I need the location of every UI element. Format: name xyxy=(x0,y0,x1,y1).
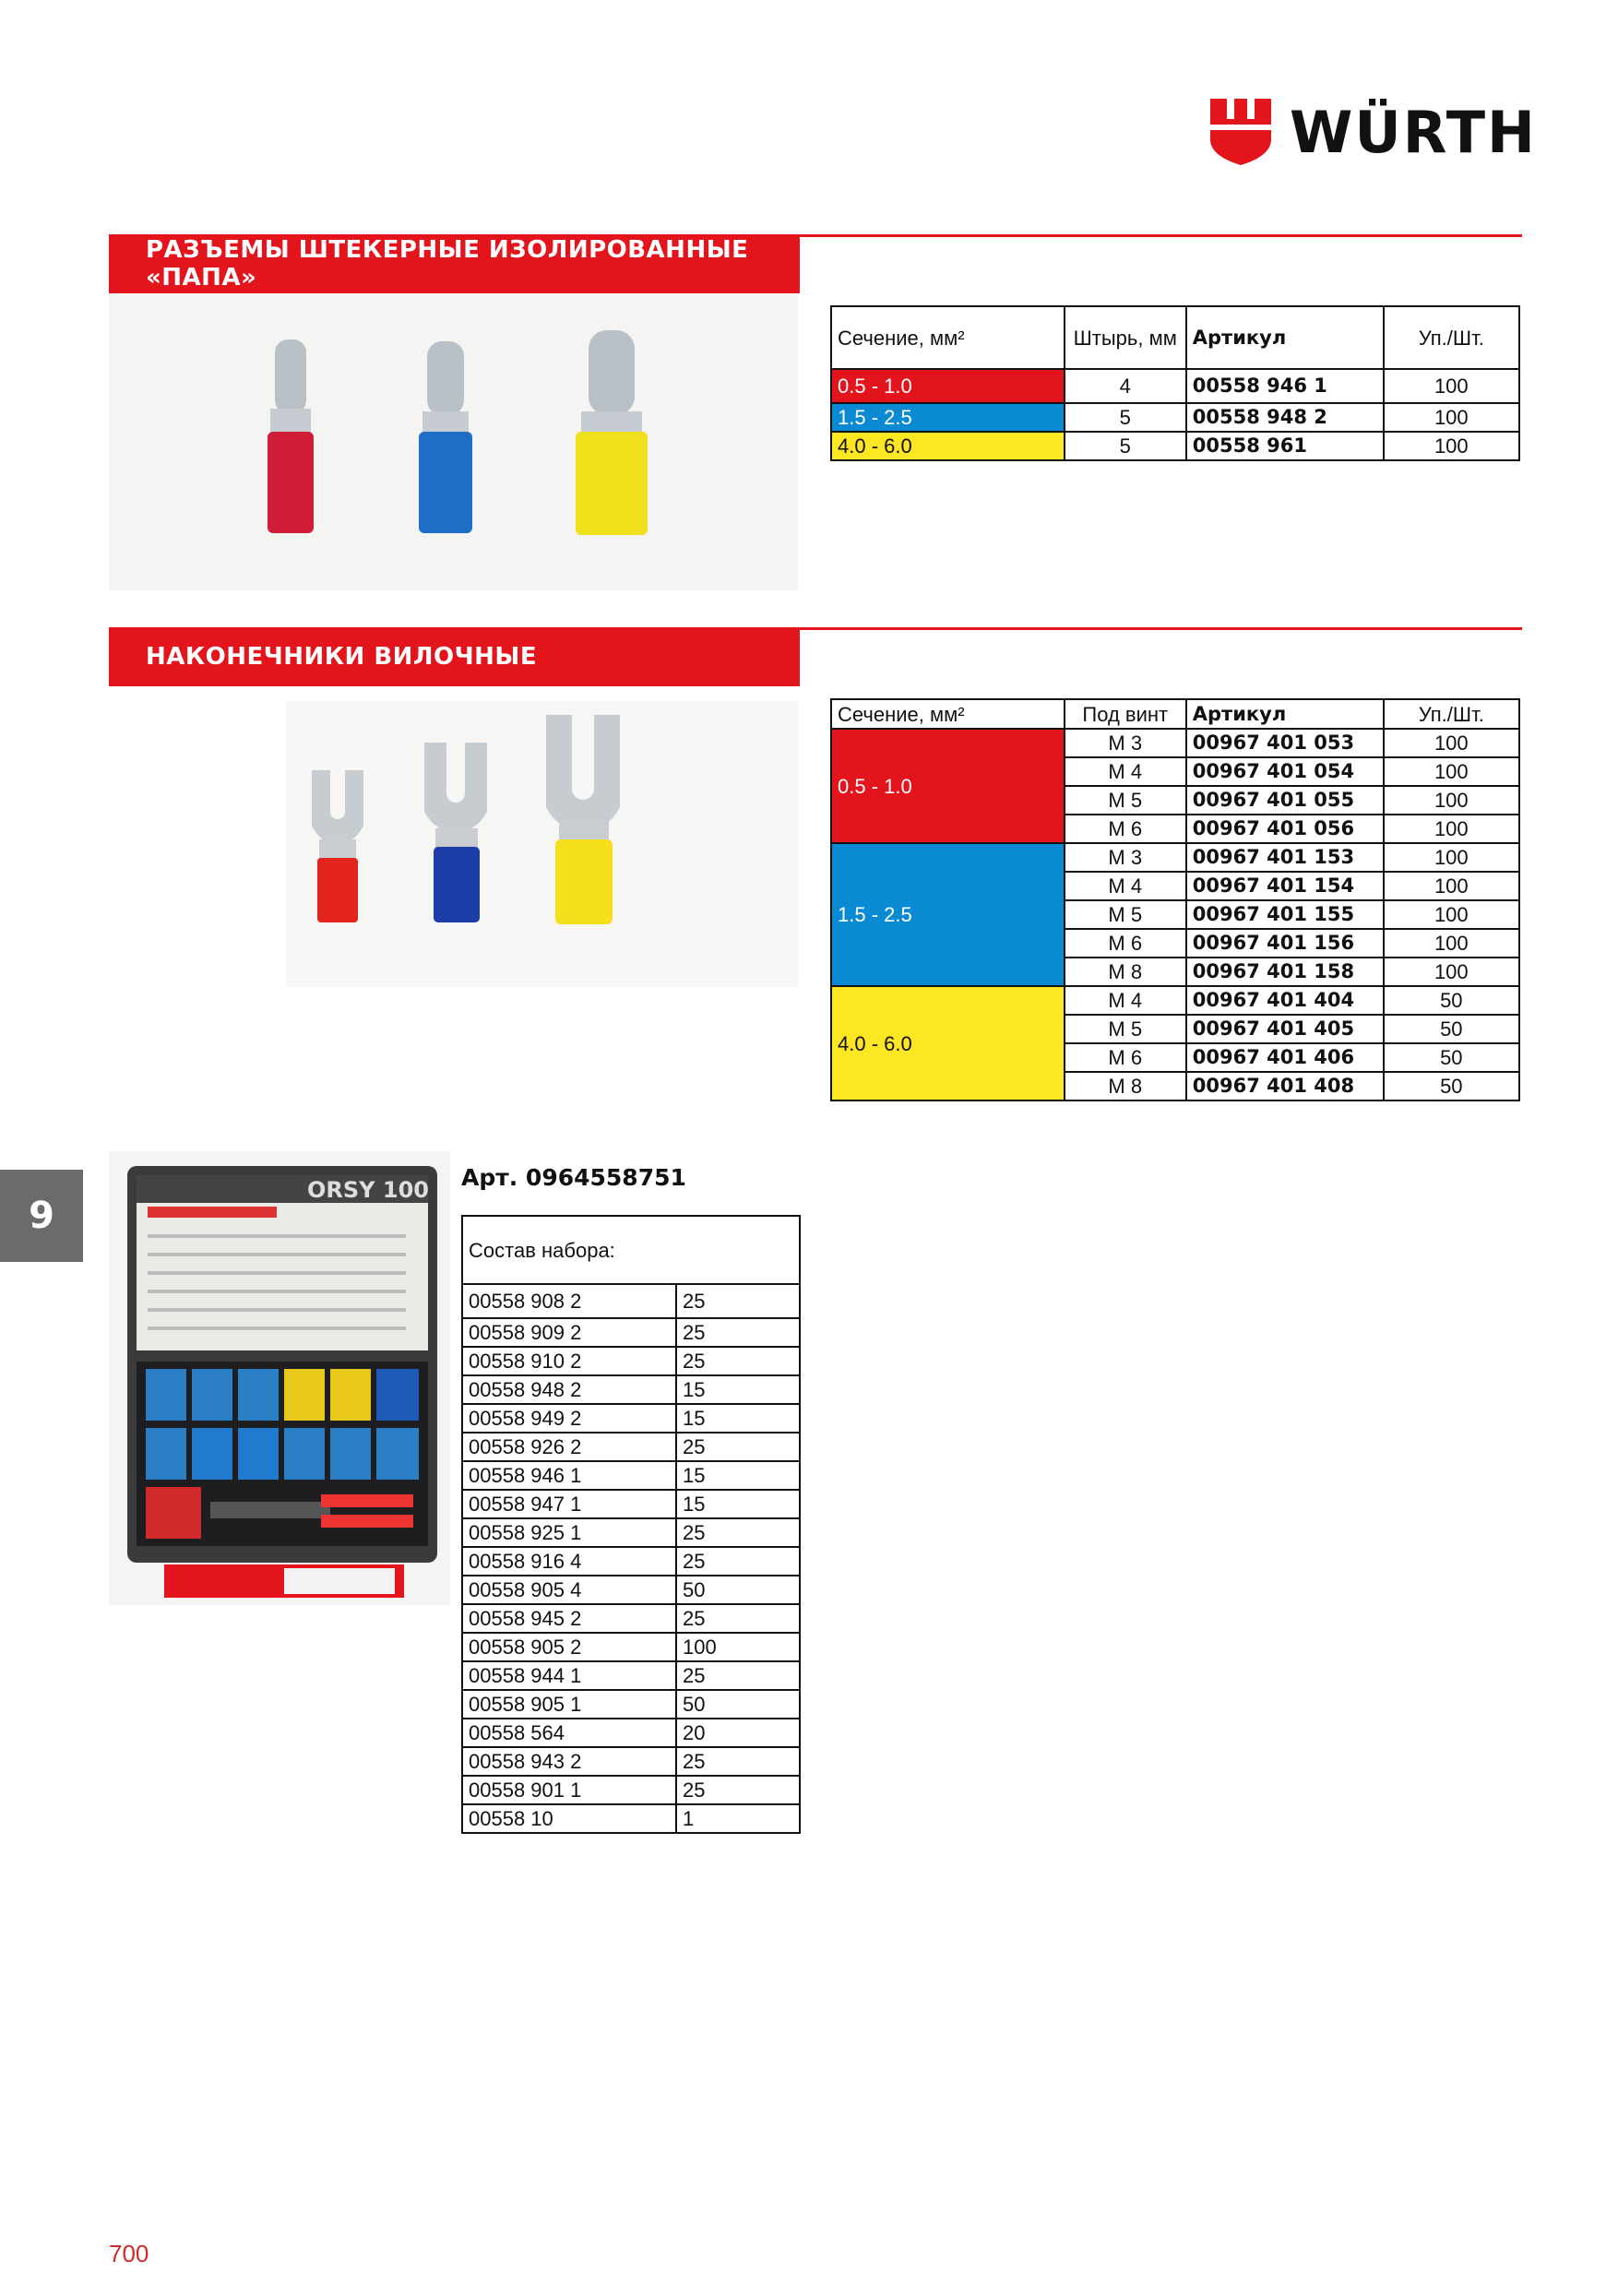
table-row xyxy=(462,1490,800,1518)
male-connectors-photo xyxy=(109,293,798,590)
screw-cell: M 6 xyxy=(1065,929,1186,958)
table-row xyxy=(462,1318,800,1347)
kit-qty-cell: 25 xyxy=(676,1547,800,1576)
kit-qty-cell: 15 xyxy=(676,1490,800,1518)
section-cell: 0.5 - 1.0 xyxy=(831,369,1065,403)
article-cell: 00967 401 406 xyxy=(1186,1043,1384,1072)
table-row xyxy=(462,1518,800,1547)
wurth-logo-icon xyxy=(1210,99,1271,165)
kit-qty-cell: 20 xyxy=(676,1719,800,1747)
table-header-row xyxy=(831,699,1519,729)
kit-article-cell: 00558 905 4 xyxy=(462,1576,676,1604)
page-number: 700 xyxy=(109,2240,149,2267)
kit-article-cell: 00558 910 2 xyxy=(462,1347,676,1375)
screw-cell: M 5 xyxy=(1065,1015,1186,1043)
table-header-row xyxy=(831,306,1519,369)
kit-composition-table xyxy=(461,1215,801,1834)
article-cell: 00967 401 154 xyxy=(1186,872,1384,900)
table-row xyxy=(831,432,1519,460)
kit-article-cell: 00558 948 2 xyxy=(462,1375,676,1404)
pack-cell: 100 xyxy=(1384,729,1519,757)
section-cell: 0.5 - 1.0 xyxy=(831,729,1065,843)
table-row xyxy=(462,1547,800,1576)
kit-article-cell: 00558 946 1 xyxy=(462,1461,676,1490)
table-row xyxy=(462,1576,800,1604)
table-row xyxy=(462,1284,800,1318)
table-row xyxy=(462,1776,800,1804)
pin-cell: 5 xyxy=(1065,403,1186,432)
kit-qty-cell: 1 xyxy=(676,1804,800,1833)
header-article: Артикул xyxy=(1186,306,1384,369)
section2-rule xyxy=(798,627,1522,630)
kit-article-cell: 00558 901 1 xyxy=(462,1776,676,1804)
screw-cell: M 8 xyxy=(1065,958,1186,986)
section-cell: 1.5 - 2.5 xyxy=(831,403,1065,432)
section-cell: 4.0 - 6.0 xyxy=(831,986,1065,1100)
table-row xyxy=(462,1633,800,1661)
article-cell: 00558 946 1 xyxy=(1186,369,1384,403)
pin-cell: 5 xyxy=(1065,432,1186,460)
article-cell: 00558 961 xyxy=(1186,432,1384,460)
kit-qty-cell: 25 xyxy=(676,1776,800,1804)
pack-cell: 100 xyxy=(1384,369,1519,403)
section1-rule xyxy=(798,234,1522,237)
article-cell: 00967 401 408 xyxy=(1186,1072,1384,1100)
table-row xyxy=(831,986,1519,1015)
table-row xyxy=(462,1404,800,1433)
section2-title: НАКОНЕЧНИКИ ВИЛОЧНЫЕ xyxy=(109,627,800,686)
pack-cell: 100 xyxy=(1384,815,1519,843)
header-section: Сечение, мм² xyxy=(831,306,1065,369)
article-cell: 00967 401 055 xyxy=(1186,786,1384,815)
fork-terminals-table xyxy=(830,698,1520,1101)
kit-article: Арт. 0964558751 xyxy=(461,1164,686,1191)
fork-terminals-photo xyxy=(286,701,798,987)
article-cell: 00967 401 155 xyxy=(1186,900,1384,929)
header-section: Сечение, мм² xyxy=(831,699,1065,729)
pack-cell: 100 xyxy=(1384,872,1519,900)
kit-header-row xyxy=(462,1216,800,1284)
kit-qty-cell: 25 xyxy=(676,1518,800,1547)
table-row xyxy=(831,729,1519,757)
kit-article-cell: 00558 909 2 xyxy=(462,1318,676,1347)
screw-cell: M 5 xyxy=(1065,786,1186,815)
kit-qty-cell: 25 xyxy=(676,1318,800,1347)
pack-cell: 100 xyxy=(1384,757,1519,786)
kit-article-cell: 00558 944 1 xyxy=(462,1661,676,1690)
kit-article-cell: 00558 908 2 xyxy=(462,1284,676,1318)
pack-cell: 100 xyxy=(1384,432,1519,460)
article-cell: 00967 401 405 xyxy=(1186,1015,1384,1043)
pack-cell: 100 xyxy=(1384,843,1519,872)
kit-qty-cell: 15 xyxy=(676,1375,800,1404)
section-cell: 4.0 - 6.0 xyxy=(831,432,1065,460)
chapter-tab: 9 xyxy=(0,1170,83,1262)
header-pin: Штырь, мм xyxy=(1065,306,1186,369)
fork-terminals-illustration xyxy=(286,701,798,987)
kit-qty-cell: 50 xyxy=(676,1690,800,1719)
kit-article-cell: 00558 10 xyxy=(462,1804,676,1833)
article-cell: 00967 401 156 xyxy=(1186,929,1384,958)
table-row xyxy=(462,1719,800,1747)
pack-cell: 50 xyxy=(1384,1015,1519,1043)
header-pack: Уп./Шт. xyxy=(1384,306,1519,369)
pack-cell: 100 xyxy=(1384,403,1519,432)
kit-article-cell: 00558 905 1 xyxy=(462,1690,676,1719)
header-article: Артикул xyxy=(1186,699,1384,729)
kit-qty-cell: 25 xyxy=(676,1747,800,1776)
article-cell: 00558 948 2 xyxy=(1186,403,1384,432)
kit-qty-cell: 25 xyxy=(676,1284,800,1318)
article-cell: 00967 401 054 xyxy=(1186,757,1384,786)
pack-cell: 100 xyxy=(1384,929,1519,958)
kit-qty-cell: 25 xyxy=(676,1661,800,1690)
section1-title: РАЗЪЕМЫ ШТЕКЕРНЫЕ ИЗОЛИРОВАННЫЕ «ПАПА» xyxy=(109,234,800,293)
screw-cell: M 5 xyxy=(1065,900,1186,929)
kit-qty-cell: 25 xyxy=(676,1433,800,1461)
kit-box-photo xyxy=(109,1151,450,1605)
kit-article-cell: 00558 925 1 xyxy=(462,1518,676,1547)
pack-cell: 100 xyxy=(1384,900,1519,929)
screw-cell: M 8 xyxy=(1065,1072,1186,1100)
pack-cell: 50 xyxy=(1384,1043,1519,1072)
kit-article-cell: 00558 947 1 xyxy=(462,1490,676,1518)
kit-article-cell: 00558 926 2 xyxy=(462,1433,676,1461)
table-row xyxy=(462,1747,800,1776)
kit-article-cell: 00558 945 2 xyxy=(462,1604,676,1633)
section-cell: 1.5 - 2.5 xyxy=(831,843,1065,986)
screw-cell: M 3 xyxy=(1065,729,1186,757)
kit-qty-cell: 25 xyxy=(676,1347,800,1375)
article-cell: 00967 401 053 xyxy=(1186,729,1384,757)
table-row xyxy=(462,1690,800,1719)
kit-article-cell: 00558 905 2 xyxy=(462,1633,676,1661)
table-row xyxy=(462,1433,800,1461)
table-row xyxy=(831,369,1519,403)
kit-qty-cell: 25 xyxy=(676,1604,800,1633)
screw-cell: M 4 xyxy=(1065,986,1186,1015)
screw-cell: M 4 xyxy=(1065,872,1186,900)
table-row xyxy=(462,1804,800,1833)
table-row xyxy=(462,1347,800,1375)
pack-cell: 100 xyxy=(1384,786,1519,815)
screw-cell: M 3 xyxy=(1065,843,1186,872)
male-connectors-table xyxy=(830,305,1520,461)
kit-qty-cell: 15 xyxy=(676,1404,800,1433)
table-row xyxy=(462,1604,800,1633)
pack-cell: 50 xyxy=(1384,986,1519,1015)
kit-qty-cell: 50 xyxy=(676,1576,800,1604)
kit-qty-cell: 15 xyxy=(676,1461,800,1490)
composition-label: Состав набора: xyxy=(462,1216,800,1284)
kit-article-cell: 00558 943 2 xyxy=(462,1747,676,1776)
screw-cell: M 4 xyxy=(1065,757,1186,786)
table-row xyxy=(462,1461,800,1490)
article-cell: 00967 401 404 xyxy=(1186,986,1384,1015)
table-row xyxy=(462,1375,800,1404)
table-row xyxy=(831,403,1519,432)
header-screw: Под винт xyxy=(1065,699,1186,729)
kit-qty-cell: 100 xyxy=(676,1633,800,1661)
article-cell: 00967 401 158 xyxy=(1186,958,1384,986)
kit-article-cell: 00558 564 xyxy=(462,1719,676,1747)
kit-article-cell: 00558 949 2 xyxy=(462,1404,676,1433)
pin-cell: 4 xyxy=(1065,369,1186,403)
pack-cell: 50 xyxy=(1384,1072,1519,1100)
screw-cell: M 6 xyxy=(1065,815,1186,843)
box-label: ORSY 100 xyxy=(307,1177,429,1203)
table-row xyxy=(462,1661,800,1690)
article-cell: 00967 401 153 xyxy=(1186,843,1384,872)
pack-cell: 100 xyxy=(1384,958,1519,986)
orsy-box-illustration xyxy=(109,1151,450,1605)
article-cell: 00967 401 056 xyxy=(1186,815,1384,843)
male-connectors-illustration xyxy=(109,293,798,590)
header-pack: Уп./Шт. xyxy=(1384,699,1519,729)
kit-article-cell: 00558 916 4 xyxy=(462,1547,676,1576)
brand-name: WÜRTH xyxy=(1290,99,1537,166)
table-row xyxy=(831,843,1519,872)
screw-cell: M 6 xyxy=(1065,1043,1186,1072)
